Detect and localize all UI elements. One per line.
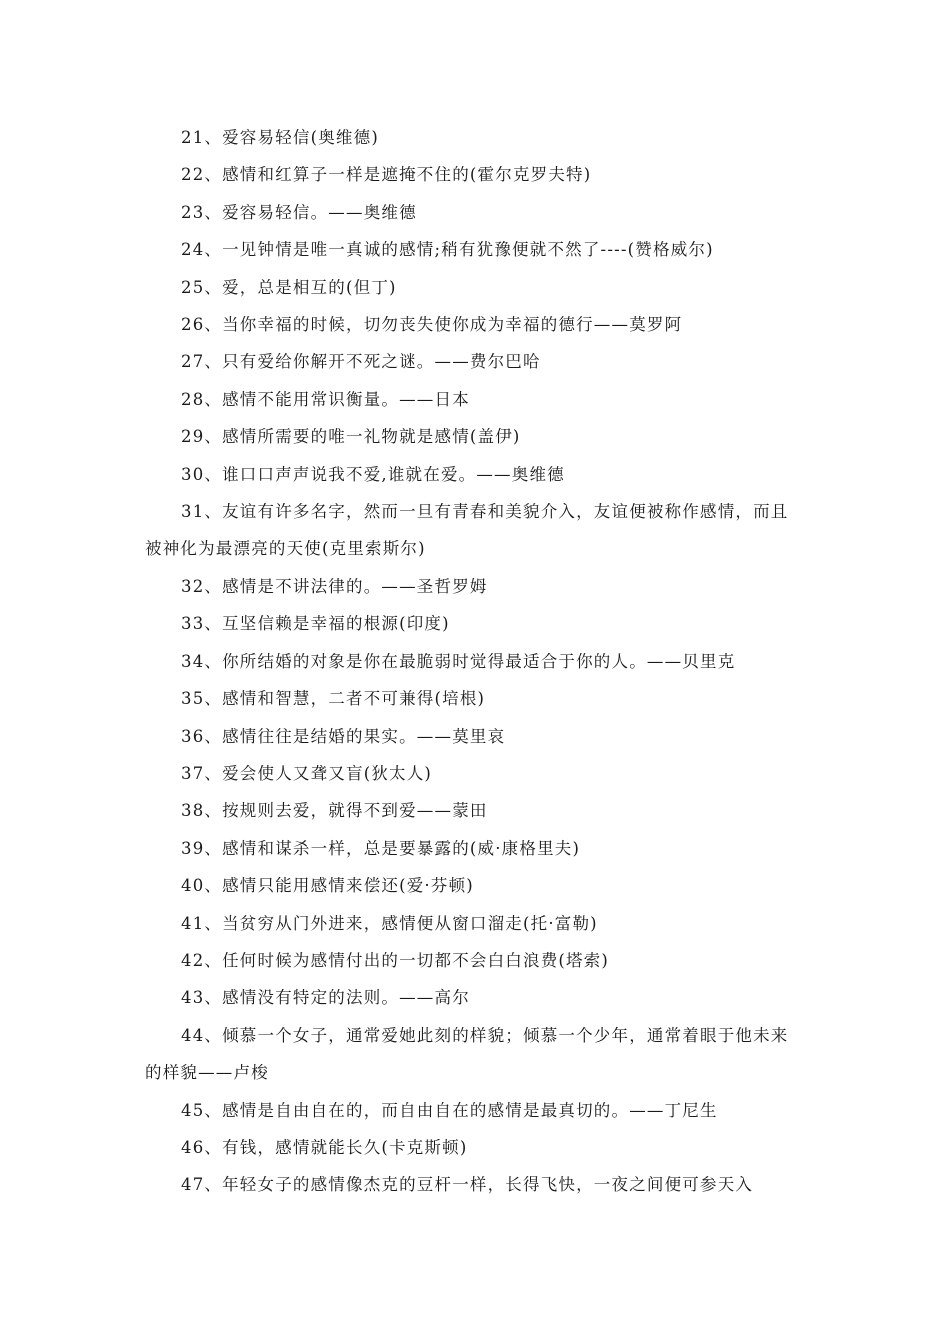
quote-paragraph: 41、当贫穷从门外进来，感情便从窗口溜走(托·富勒) [181, 913, 598, 933]
quote-paragraph: 46、有钱，感情就能长久(卡克斯顿) [181, 1137, 468, 1157]
quote-paragraph: 44、倾慕一个女子，通常爱她此刻的样貌；倾慕一个少年，通常着眼于他未来的样貌——卢梭 [145, 1025, 789, 1083]
quote-paragraph: 30、谁口口声声说我不爱,谁就在爱。——奥维德 [181, 464, 565, 484]
quote-paragraph: 42、任何时候为感情付出的一切都不会白白浪费(塔索) [181, 950, 610, 970]
quote-paragraph: 21、爱容易轻信(奥维德) [181, 128, 379, 147]
quote-paragraph: 33、互坚信赖是幸福的根源(印度) [181, 614, 450, 634]
quote-paragraph: 27、只有爱给你解开不死之谜。——费尔巴哈 [181, 352, 541, 372]
quote-paragraph: 23、爱容易轻信。——奥维德 [181, 202, 417, 222]
quote-paragraph: 22、感情和红算子一样是遮掩不住的(霍尔克罗夫特) [181, 165, 592, 185]
quote-paragraph: 47、年轻女子的感情像杰克的豆杆一样，长得飞快，一夜之间便可参天入 [181, 1175, 754, 1195]
quote-paragraph: 25、爱，总是相互的(但丁) [181, 277, 397, 297]
quote-paragraph: 29、感情所需要的唯一礼物就是感情(盖伊) [181, 427, 521, 447]
quote-paragraph: 43、感情没有特定的法则。——高尔 [181, 988, 470, 1008]
quote-paragraph: 32、感情是不讲法律的。——圣哲罗姆 [181, 576, 488, 596]
quote-paragraph: 26、当你幸福的时候，切勿丧失使你成为幸福的德行——莫罗阿 [181, 315, 683, 335]
quote-paragraph: 34、你所结婚的对象是你在最脆弱时觉得最适合于你的人。——贝里克 [181, 651, 736, 671]
quote-paragraph: 28、感情不能用常识衡量。——日本 [181, 389, 470, 409]
quote-paragraph: 39、感情和谋杀一样，总是要暴露的(威·康格里夫) [181, 838, 581, 858]
quote-paragraph: 38、按规则去爱，就得不到爱——蒙田 [181, 801, 488, 821]
document-body [145, 119, 805, 1204]
quote-paragraph: 24、一见钟情是唯一真诚的感情;稍有犹豫便就不然了----(赞格威尔) [181, 240, 714, 260]
quote-paragraph: 36、感情往往是结婚的果实。——莫里哀 [181, 726, 506, 746]
quote-paragraph: 31、友谊有许多名字，然而一旦有青春和美貌介入，友谊便被称作感情，而且被神化为最漂亮的天使(克里索斯尔) [145, 502, 789, 559]
quote-paragraph: 40、感情只能用感情来偿还(爱·芬顿) [181, 876, 474, 896]
quote-paragraph: 45、感情是自由自在的，而自由自在的感情是最真切的。——丁尼生 [181, 1100, 718, 1120]
quote-paragraph: 37、爱会使人又聋又盲(狄太人) [181, 763, 433, 783]
quote-paragraph: 35、感情和智慧，二者不可兼得(培根) [181, 689, 486, 709]
